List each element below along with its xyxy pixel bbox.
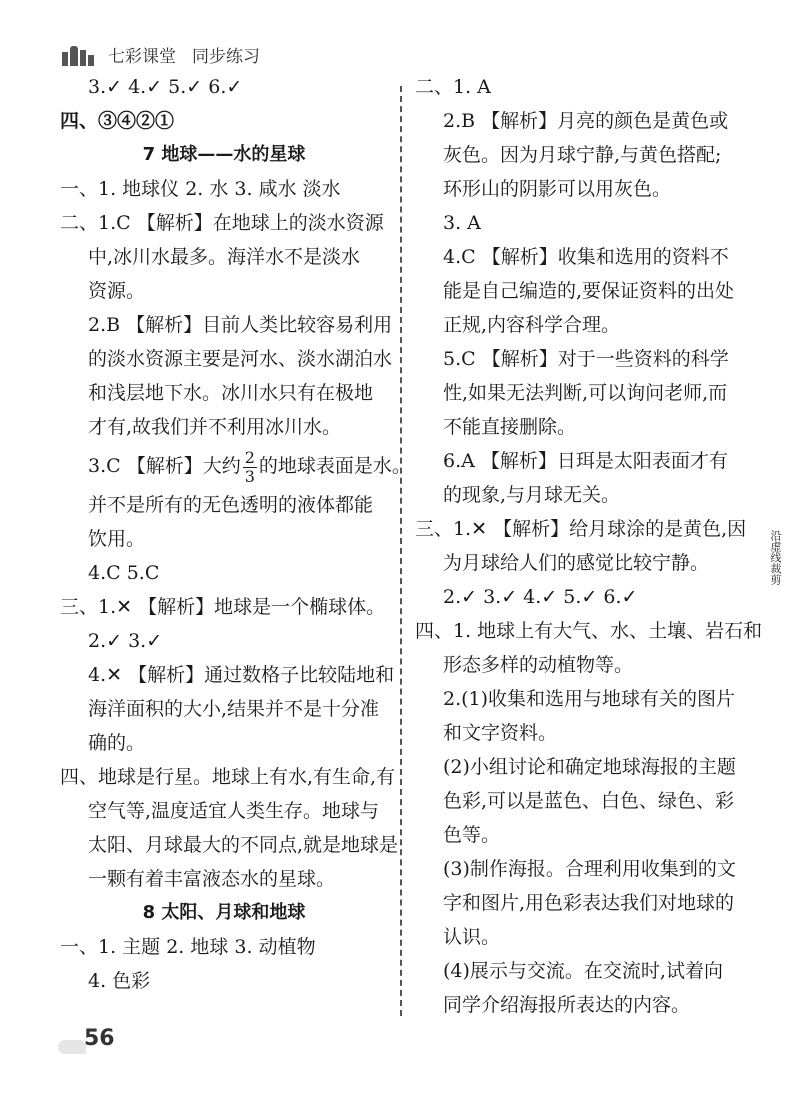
answer-line: 海洋面积的大小,结果并不是十分准: [88, 698, 380, 720]
section-title-7: 7 地球——水的星球: [142, 144, 306, 165]
cut-instruction: 沿虚线裁剪: [769, 530, 782, 585]
answer-line: 3. A: [443, 212, 481, 234]
answer-line: 三、1.✕ 【解析】地球是一个椭球体。: [60, 596, 386, 618]
answer-line: 才有,故我们并不利用冰川水。: [88, 416, 342, 438]
answer-line: 四、地球是行星。地球上有水,有生命,有: [60, 766, 396, 788]
leaf-decoration-icon: [58, 1040, 86, 1054]
answer-line: 确的。: [88, 732, 146, 754]
answer-line: 3.✓ 4.✓ 5.✓ 6.✓: [88, 76, 243, 98]
fraction: $\frac{2}{3}$: [244, 447, 255, 486]
answer-line: 4.C 5.C: [88, 562, 160, 584]
answer-line: 性,如果无法判断,可以询问老师,而: [443, 382, 728, 404]
answer-line: 正规,内容科学合理。: [443, 314, 621, 336]
answer-line: 四、1. 地球上有大气、水、土壤、岩石和: [415, 620, 763, 642]
answer-line: 4.C 【解析】收集和选用的资料不: [443, 246, 729, 268]
answer-line: 三、1.✕ 【解析】给月球涂的是黄色,因: [415, 518, 747, 540]
answer-line: (3)制作海报。合理利用收集到的文: [443, 858, 736, 880]
answer-line: 字和图片,用色彩表达我们对地球的: [443, 892, 735, 914]
answer-line: 和文字资料。: [443, 722, 558, 744]
answer-line: 和浅层地下水。冰川水只有在极地: [88, 382, 374, 404]
answer-line: 2.B 【解析】目前人类比较容易利用: [88, 314, 393, 336]
answer-line: 形态多样的动植物等。: [443, 654, 634, 676]
answer-line: 并不是所有的无色透明的液体都能: [88, 494, 374, 516]
answer-line-fraction: 3.C 【解析】大约 $\frac{2}{3}$ 的地球表面是水。: [88, 447, 411, 486]
page-number: 56: [84, 1026, 115, 1051]
answer-line: 一、1. 地球仪 2. 水 3. 咸水 淡水: [60, 178, 341, 200]
right-column: [415, 70, 763, 1022]
header-subtitle: 同步练习: [192, 46, 260, 67]
left-column: [60, 70, 411, 998]
answer-line: 一颗有着丰富液态水的星球。: [88, 868, 336, 890]
answer-line: 中,冰川水最多。海洋水不是淡水: [88, 246, 361, 268]
answer-line: 的淡水资源主要是河水、淡水湖泊水: [88, 348, 393, 370]
answer-line: 为月球给人们的感觉比较宁静。: [443, 552, 710, 574]
answer-line: 2.B 【解析】月亮的颜色是黄色或: [443, 110, 729, 132]
answer-line: 2.✓ 3.✓ 4.✓ 5.✓ 6.✓: [443, 586, 638, 608]
section-title-8: 8 太阳、月球和地球: [142, 902, 306, 923]
answer-line: 2.✓ 3.✓: [88, 630, 163, 652]
answer-line: 二、1.C 【解析】在地球上的淡水资源: [60, 212, 384, 234]
answer-line: 色彩,可以是蓝色、白色、绿色、彩: [443, 790, 735, 812]
answer-line: 一、1. 主题 2. 地球 3. 动植物: [60, 936, 316, 958]
answer-line: 二、1. A: [415, 76, 491, 98]
answer-line: 空气等,温度适宜人类生存。地球与: [88, 800, 380, 822]
answer-line: (2)小组讨论和确定地球海报的主题: [443, 756, 736, 778]
answer-line: 资源。: [88, 280, 146, 302]
cut-line-divider: [400, 86, 402, 1016]
answer-line: 2.(1)收集和选用与地球有关的图片: [443, 688, 736, 710]
answer-line: 四、③④②①: [60, 110, 175, 132]
flask-logo-icon: [62, 42, 98, 66]
answer-line: 的现象,与月球无关。: [443, 484, 621, 506]
answer-line: 饮用。: [88, 528, 146, 550]
brand-name: 七彩课堂: [108, 46, 176, 67]
answer-line: 4.✕ 【解析】通过数格子比较陆地和: [88, 664, 395, 686]
answer-line: 6.A 【解析】日珥是太阳表面才有: [443, 450, 728, 472]
answer-line: 太阳、月球最大的不同点,就是地球是: [88, 834, 399, 856]
answer-line: 能是自己编造的,要保证资料的出处: [443, 280, 735, 302]
answer-line: (4)展示与交流。在交流时,试着向: [443, 960, 723, 982]
answer-line: 认识。: [443, 926, 501, 948]
answer-line: 灰色。因为月球宁静,与黄色搭配;: [443, 144, 722, 166]
page-header: [62, 40, 260, 68]
answer-line: 4. 色彩: [88, 970, 151, 992]
answer-line: 5.C 【解析】对于一些资料的科学: [443, 348, 729, 370]
answer-line: 色等。: [443, 824, 501, 846]
answer-line: 环形山的阴影可以用灰色。: [443, 178, 672, 200]
answer-line: 不能直接删除。: [443, 416, 577, 438]
answer-line: 同学介绍海报所表达的内容。: [443, 994, 691, 1016]
